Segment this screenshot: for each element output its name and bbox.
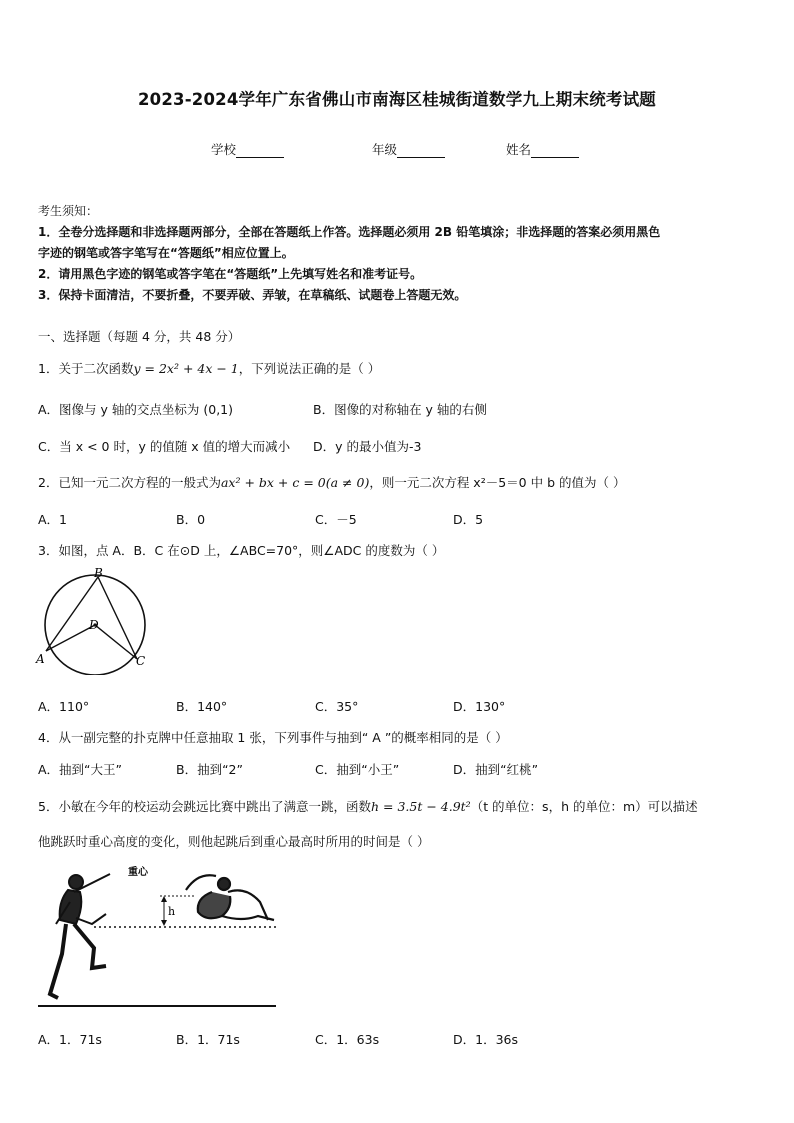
- q4-option-a: A．抽到“大王”: [38, 762, 123, 777]
- q2-option-a: A．1: [38, 512, 68, 527]
- question-5-line-2: 他跳跃时重心高度的变化，则他起跳后到重心最高时所用的时间是（ ）: [38, 834, 430, 849]
- q1-option-b: B．图像的对称轴在 y 轴的右侧: [313, 402, 487, 417]
- note-1b: 字迹的钢笔或答字笔写在“答题纸”相应位置上。: [38, 246, 294, 260]
- q3-option-d: D．130°: [453, 699, 506, 714]
- q2-post: ，则一元二次方程 x²－5＝0 中 b 的值为（ ）: [369, 475, 626, 490]
- height-arrow-down: [161, 920, 167, 926]
- q1-formula: y = 2x² + 4x − 1: [133, 361, 239, 376]
- note-1a: 1．全卷分选择题和非选择题两部分，全部在答题纸上作答。选择题必须用 2B 铅笔填涂；非选择题的答案必须用黑色: [38, 225, 661, 239]
- jumper-arc: [186, 875, 216, 890]
- label-d: D: [89, 618, 99, 632]
- runner-leg-front: [74, 924, 106, 968]
- q4-option-c: C．抽到“小王”: [315, 762, 400, 777]
- q1-option-d: D．y 的最小值为-3: [313, 439, 422, 454]
- school-blank: [236, 144, 284, 158]
- jumper-figure: [186, 875, 274, 920]
- question-5-line-1: [38, 797, 698, 815]
- long-jump-figure: [36, 862, 286, 1012]
- label-c: C: [136, 654, 146, 668]
- question-3: 3．如图，点 A．B．C 在⊙D 上，∠ABC=70°，则∠ADC 的度数为（ ）: [38, 543, 445, 558]
- jumper-arm: [228, 890, 268, 920]
- q3-option-a: A．110°: [38, 699, 90, 714]
- runner-head: [69, 875, 83, 889]
- label-h: h: [168, 905, 176, 918]
- label-a: A: [36, 652, 45, 666]
- question-4: 4．从一副完整的扑克牌中任意抽取 1 张，下列事件与抽到“ A ”的概率相同的是（ ）: [38, 730, 508, 745]
- note-3: 3．保持卡面清洁，不要折叠，不要弄破、弄皱，在草稿纸、试题卷上答题无效。: [38, 288, 467, 302]
- question-1: [38, 359, 380, 377]
- notes-heading: 考生须知：: [38, 204, 99, 218]
- height-arrow-up: [161, 896, 167, 902]
- grade-label: 年级: [372, 142, 398, 157]
- question-2: [38, 473, 625, 491]
- q5-pre: 5．小敏在今年的校运动会跳远比赛中跳出了满意一跳，函数: [38, 799, 371, 814]
- note-2: 2．请用黑色字迹的钢笔或答字笔在“答题纸”上先填写姓名和准考证号。: [38, 267, 423, 281]
- section-heading: 一、选择题（每题 4 分，共 48 分）: [38, 329, 241, 344]
- q2-option-d: D．5: [453, 512, 484, 527]
- q5-post: （t 的单位：s，h 的单位：m）可以描述: [470, 799, 698, 814]
- q2-formula: ax² + bx + c = 0(a ≠ 0): [220, 475, 370, 490]
- runner-leg-back: [50, 924, 66, 998]
- label-center-of-gravity: 重心: [128, 867, 148, 878]
- runner-arm-front: [76, 914, 106, 924]
- q2-option-b: B．0: [176, 512, 206, 527]
- q5-formula: h = 3.5t − 4.9t²: [370, 799, 471, 814]
- page-title: 2023-2024学年广东省佛山市南海区桂城街道数学九上期末统考试题: [138, 90, 656, 109]
- runner-figure: [50, 874, 110, 998]
- name-blank: [531, 144, 579, 158]
- q4-option-d: D．抽到“红桃”: [453, 762, 539, 777]
- q1-option-a: A．图像与 y 轴的交点坐标为 (0,1): [38, 402, 234, 417]
- q5-option-d: D．1．36s: [453, 1032, 518, 1047]
- q4-option-b: B．抽到“2”: [176, 762, 243, 777]
- name-label: 姓名: [506, 142, 532, 157]
- q3-option-b: B．140°: [176, 699, 228, 714]
- circle-figure: [34, 563, 154, 675]
- school-label: 学校: [211, 142, 237, 157]
- jumper-body: [198, 892, 231, 918]
- q2-pre: 2．已知一元二次方程的一般式为: [38, 475, 221, 490]
- label-b: B: [94, 566, 103, 580]
- q5-option-b: B．1．71s: [176, 1032, 240, 1047]
- grade-field: [372, 140, 445, 158]
- jumper-head: [218, 878, 230, 890]
- q3-option-c: C．35°: [315, 699, 359, 714]
- school-field: [211, 140, 284, 158]
- grade-blank: [397, 144, 445, 158]
- q1-post: ，下列说法正确的是（ ）: [238, 361, 381, 376]
- q5-option-c: C．1．63s: [315, 1032, 380, 1047]
- q5-option-a: A．1．71s: [38, 1032, 102, 1047]
- notes-block: [38, 201, 758, 306]
- name-field: [506, 140, 579, 158]
- q1-pre: 1．关于二次函数: [38, 361, 134, 376]
- q2-option-c: C．－5: [315, 512, 357, 527]
- q1-option-c: C．当 x < 0 时，y 的值随 x 值的增大而减小: [38, 439, 291, 454]
